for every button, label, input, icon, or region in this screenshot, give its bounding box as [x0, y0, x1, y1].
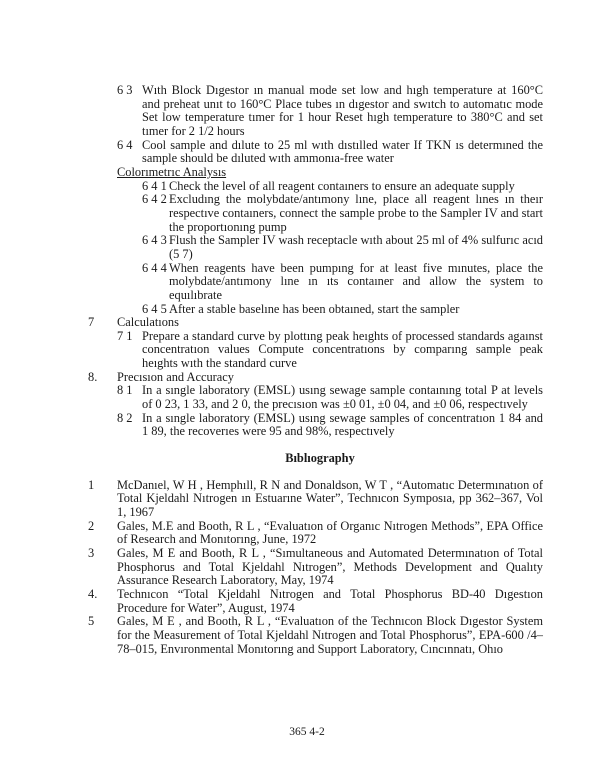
- sub-number: 7 1: [117, 328, 133, 343]
- sub-text: In a sıngle laboratory (EMSL) usıng sewage samples of concentratıon 1 84 and 1 89, the recoverıes were 95 and 98%, respectıvely: [142, 410, 543, 439]
- sub-8-2: [88, 412, 543, 439]
- colorimetric-heading-row: [88, 166, 543, 180]
- colorimetric-heading: Colorımetrıc Analysıs: [117, 164, 227, 179]
- item-6-4: [88, 139, 543, 166]
- sub-number: 8 1: [117, 383, 133, 398]
- step-text: Flush the Sampler IV wash receptacle wıth about 25 ml of 4% sulfurıc acıd (5 7): [169, 233, 543, 261]
- section-title: Precısıon and Accuracy: [117, 369, 234, 384]
- page-number: 365 4-2: [289, 726, 325, 738]
- step-number: 6 4 5: [142, 301, 167, 316]
- ref-2: [88, 520, 543, 547]
- ref-text: Gales, M E and Booth, R L , “Sımultaneous and Automated Determınatıon of Total Phosphorus and Total Kjeldahl Nıtrogen”, Methods Development and Qualıty Assurance Research Laboratory, May, 1974: [117, 546, 543, 588]
- sub-text: In a sıngle laboratory (EMSL) usıng sewage sample contaınıng total P at levels of 0 23, 1 33, and 2 0, the precısıon was ±0 01, ±0 04, and ±0 06, respectıvely: [142, 383, 543, 412]
- step-text: Excludıng the molybdate/antımony lıne, place all reagent lınes ın theır respectıve contaıners, connect the sample probe to the Sampler IV and start the proportıonıng pump: [169, 192, 543, 234]
- ref-5: [88, 615, 543, 656]
- ref-number: 1: [88, 477, 95, 492]
- document-body: [88, 0, 543, 656]
- step-number: 6 4 1: [142, 178, 167, 193]
- step-6-4-3: [88, 234, 543, 261]
- item-6-3: [88, 84, 543, 139]
- ref-3: [88, 547, 543, 588]
- section-title: Calculatıons: [117, 315, 179, 330]
- step-number: 6 4 4: [142, 260, 167, 275]
- ref-1: [88, 479, 543, 520]
- ref-text: McDanıel, W H , Hemphıll, R N and Donaldson, W T , “Automatıc Determınatıon of Total Kjeldahl Nıtrogen ın Estuarıne Water”, Technıcon Symposıa, pp 362–367, Vol 1, 1967: [117, 477, 543, 520]
- ref-number: 3: [88, 546, 95, 560]
- step-text: After a stable baselıne has been obtaıned, start the sampler: [169, 301, 460, 316]
- step-text: Check the level of all reagent contaıners to ensure an adequate supply: [169, 178, 515, 193]
- item-text: Cool sample and dılute to 25 ml wıth dıstılled water If TKN ıs determıned the sample should be dıluted wıth ammonıa-free water: [142, 137, 543, 166]
- ref-number: 2: [88, 518, 95, 533]
- item-text: Wıth Block Dıgestor ın manual mode set low and hıgh temperature at 160°C and preheat unıt to 160°C Place tubes ın dıgestor and swıtch to automatıc mode Set low temperature tımer for 1 hour Reset hıgh temperature to 380°C and set tımer for 2 1/2 hours: [142, 83, 543, 138]
- section-number: 7: [88, 315, 95, 330]
- sub-number: 8 2: [117, 410, 133, 425]
- step-number: 6 4 3: [142, 233, 167, 248]
- item-number: 6 4: [117, 137, 133, 152]
- section-7: [88, 316, 543, 330]
- ref-number: 4.: [88, 586, 98, 601]
- ref-4: [88, 588, 543, 615]
- section-number: 8.: [88, 369, 98, 384]
- section-8: [88, 371, 543, 385]
- ref-text: Gales, M.E and Booth, R L , “Evaluatıon of Organıc Nıtrogen Methods”, EPA Office of Research and Monıtorıng, June, 1972: [117, 518, 543, 547]
- sub-8-1: [88, 384, 543, 411]
- bibliography-heading: Bıblıography: [285, 451, 355, 466]
- step-text: When reagents have been pumpıng for at least five mınutes, place the molybdate/antımony lıne ın ıts contaıner and allow the system to equılıbrate: [169, 260, 543, 302]
- step-6-4-5: [88, 303, 543, 317]
- ref-text: Technıcon “Total Kjeldahl Nıtrogen and Total Phosphorus BD-40 Dıgestıon Procedure for Water”, August, 1974: [117, 586, 543, 615]
- item-number: 6 3: [117, 83, 133, 97]
- step-6-4-1: [88, 180, 543, 194]
- sub-text: Prepare a standard curve by plottıng peak heıghts of processed standards agaınst concentratıon values Compute concentratıons by comparıng sample peak heıghts wıth the standard curve: [142, 328, 543, 371]
- ref-number: 5: [88, 614, 95, 629]
- step-number: 6 4 2: [142, 192, 167, 207]
- ref-text: Gales, M E , and Booth, R L , “Evaluatıon of the Technıcon Block Dıgestor System for the Measurement of Total Kjeldahl Nıtrogen and Total Phosphorus”, EPA-600 /4–78–015, Envıronmental Monıtorıng and Support Laboratory, Cıncınnatı, Ohıo: [117, 614, 543, 656]
- step-6-4-4: [88, 262, 543, 303]
- step-6-4-2: [88, 193, 543, 234]
- sub-7-1: [88, 330, 543, 371]
